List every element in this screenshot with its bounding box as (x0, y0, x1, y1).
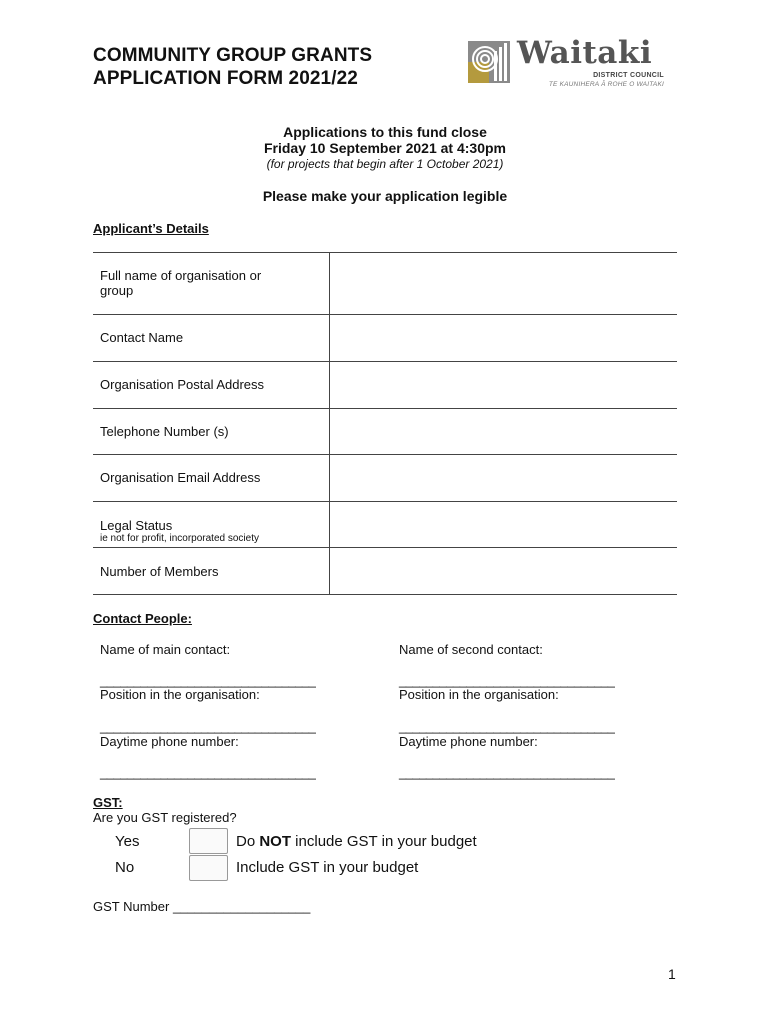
label-legal-status: Legal Status ie not for profit, incorporated society (93, 502, 330, 548)
gst-yes-note: Do NOT include GST in your budget (236, 833, 477, 850)
table-row (93, 548, 677, 595)
closing-note: (for projects that begin after 1 October 2021) (266, 157, 504, 171)
second-contact-name-line[interactable]: ________________________________ (399, 673, 615, 688)
postal-address-field[interactable] (330, 362, 678, 409)
gst-heading: GST: (93, 795, 123, 810)
logo-wordmark: Waitaki (517, 35, 653, 71)
email-address-field[interactable] (330, 455, 678, 502)
main-contact-name-line[interactable]: ________________________________ (100, 673, 316, 688)
table-row (93, 502, 677, 548)
logo-subtitle: DISTRICT COUNCIL (593, 72, 664, 79)
label-postal-address: Organisation Postal Address (93, 362, 330, 409)
table-row (93, 409, 677, 455)
title-line-2: APPLICATION FORM 2021/22 (93, 68, 358, 89)
gst-no-checkbox[interactable] (189, 855, 228, 881)
second-contact-phone-line[interactable]: ________________________________ (399, 765, 615, 780)
logo-tagline: TE KAUNIHERA Ā ROHE O WAITAKI (548, 81, 664, 88)
applicant-details-heading: Applicant’s Details (93, 221, 209, 236)
label-organisation-name: Full name of organisation or group (93, 253, 330, 315)
legal-status-field[interactable] (330, 502, 678, 548)
label-contact-name: Contact Name (93, 315, 330, 362)
main-contact-phone-label: Daytime phone number: (100, 734, 239, 749)
waitaki-logo-mark-icon (468, 41, 510, 83)
main-contact-name-label: Name of main contact: (100, 642, 231, 657)
gst-number-field[interactable]: GST Number ___________________ (93, 899, 311, 914)
page-number: 1 (668, 966, 676, 982)
gst-question: Are you GST registered? (93, 810, 237, 825)
title-line-1: COMMUNITY GROUP GRANTS (93, 45, 373, 66)
second-contact-name-label: Name of second contact: (399, 642, 543, 657)
table-row (93, 362, 677, 409)
second-contact-phone-label: Daytime phone number: (399, 734, 538, 749)
table-row (93, 455, 677, 502)
organisation-name-field[interactable] (330, 253, 678, 315)
gst-yes-checkbox[interactable] (189, 828, 228, 854)
second-contact-position-line[interactable]: ________________________________ (399, 719, 615, 734)
main-contact-phone-line[interactable]: ________________________________ (100, 765, 316, 780)
form-title (93, 44, 372, 90)
legible-notice: Please make your application legible (262, 188, 508, 204)
main-contact-position-line[interactable]: ________________________________ (100, 719, 316, 734)
closing-heading: Applications to this fund close (283, 124, 487, 140)
closing-date: Friday 10 September 2021 at 4:30pm (263, 140, 506, 156)
main-contact-position-label: Position in the organisation: (100, 687, 260, 702)
gst-yes-label: Yes (115, 833, 140, 850)
table-row (93, 253, 677, 315)
table-row (93, 315, 677, 362)
gst-no-note: Include GST in your budget (236, 859, 419, 876)
second-contact-position-label: Position in the organisation: (399, 687, 559, 702)
contact-people-heading: Contact People: (93, 611, 192, 626)
contact-name-field[interactable] (330, 315, 678, 362)
number-of-members-field[interactable] (330, 548, 678, 595)
gst-no-label: No (115, 859, 135, 876)
applicant-details-table (93, 252, 677, 595)
label-email-address: Organisation Email Address (93, 455, 330, 502)
waitaki-logo (468, 35, 668, 91)
label-number-of-members: Number of Members (93, 548, 330, 595)
legal-status-note: ie not for profit, incorporated society (100, 533, 259, 544)
telephone-field[interactable] (330, 409, 678, 455)
label-telephone: Telephone Number (s) (93, 409, 330, 455)
